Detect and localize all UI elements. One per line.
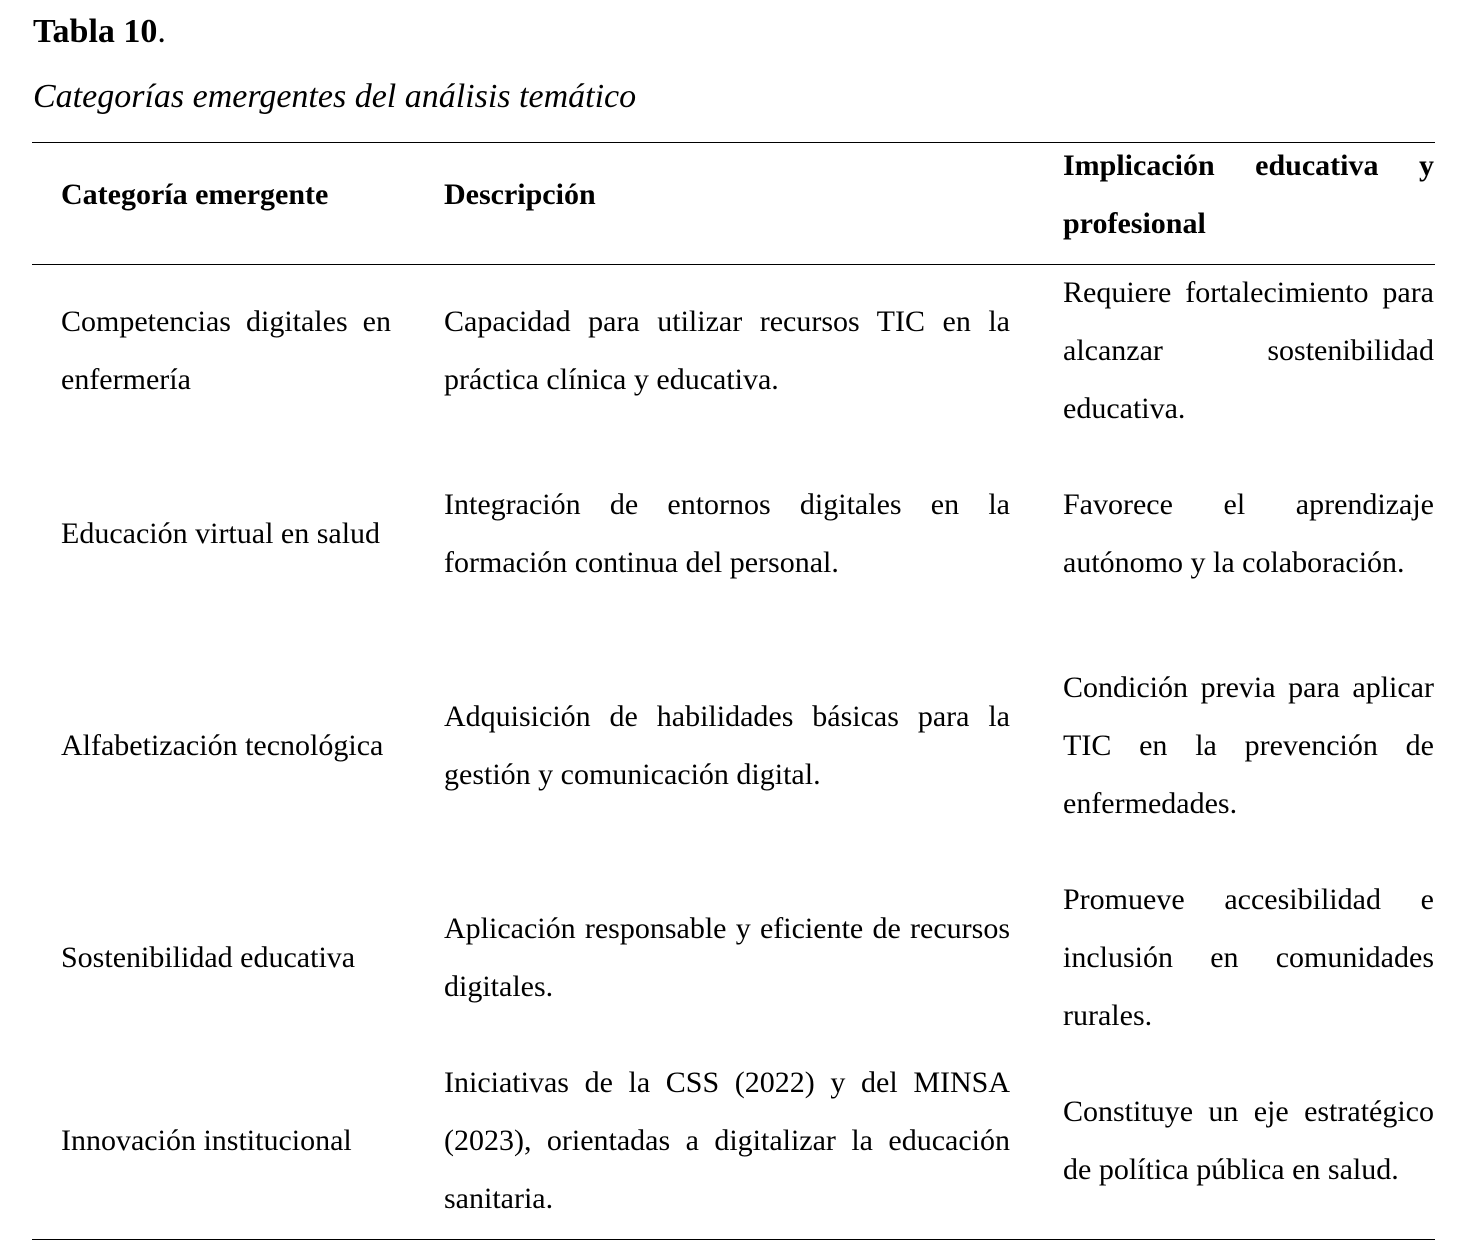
- row-1-implication: Requiere fortalecimiento para alcanzar sostenibilidad educativa.: [1063, 276, 1434, 425]
- table-bottom-rule: [32, 1239, 1435, 1240]
- table-number: [33, 10, 166, 54]
- row-2-implication: Favorece el aprendizaje autónomo y la colaboración.: [1063, 488, 1434, 579]
- row-5-implication: Constituye un eje estratégico de política pública en salud.: [1063, 1095, 1434, 1186]
- header-category: Categoría emergente: [61, 178, 329, 211]
- header-implication: Implicación educativa y profesional: [1063, 149, 1434, 240]
- table-number-suffix: .: [157, 13, 166, 50]
- row-1-category: Competencias digitales en enfermería: [61, 305, 391, 396]
- row-2-category: Educación virtual en salud: [61, 517, 381, 550]
- row-3-implication: Condición previa para aplicar TIC en la prevención de enfermedades.: [1063, 671, 1434, 820]
- row-2-description: Integración de entornos digitales en la formación continua del personal.: [444, 488, 1010, 579]
- table-number-label: Tabla 10: [33, 13, 158, 50]
- row-4-description: Aplicación responsable y eficiente de recursos digitales.: [444, 912, 1010, 1003]
- row-3-category: Alfabetización tecnológica: [61, 729, 384, 762]
- row-5-description: Iniciativas de la CSS (2022) y del MINSA (2023), orientadas a digitalizar la educación sanitaria.: [444, 1066, 1010, 1215]
- row-4-implication: Promueve accesibilidad e inclusión en comunidades rurales.: [1063, 883, 1434, 1032]
- row-5-category: Innovación institucional: [61, 1124, 352, 1157]
- header-description: Descripción: [444, 178, 596, 211]
- row-3-description: Adquisición de habilidades básicas para la gestión y comunicación digital.: [444, 700, 1010, 791]
- table-caption: Categorías emergentes del análisis temático: [33, 78, 637, 115]
- row-1-description: Capacidad para utilizar recursos TIC en la práctica clínica y educativa.: [444, 305, 1010, 396]
- row-4-category: Sostenibilidad educativa: [61, 941, 356, 974]
